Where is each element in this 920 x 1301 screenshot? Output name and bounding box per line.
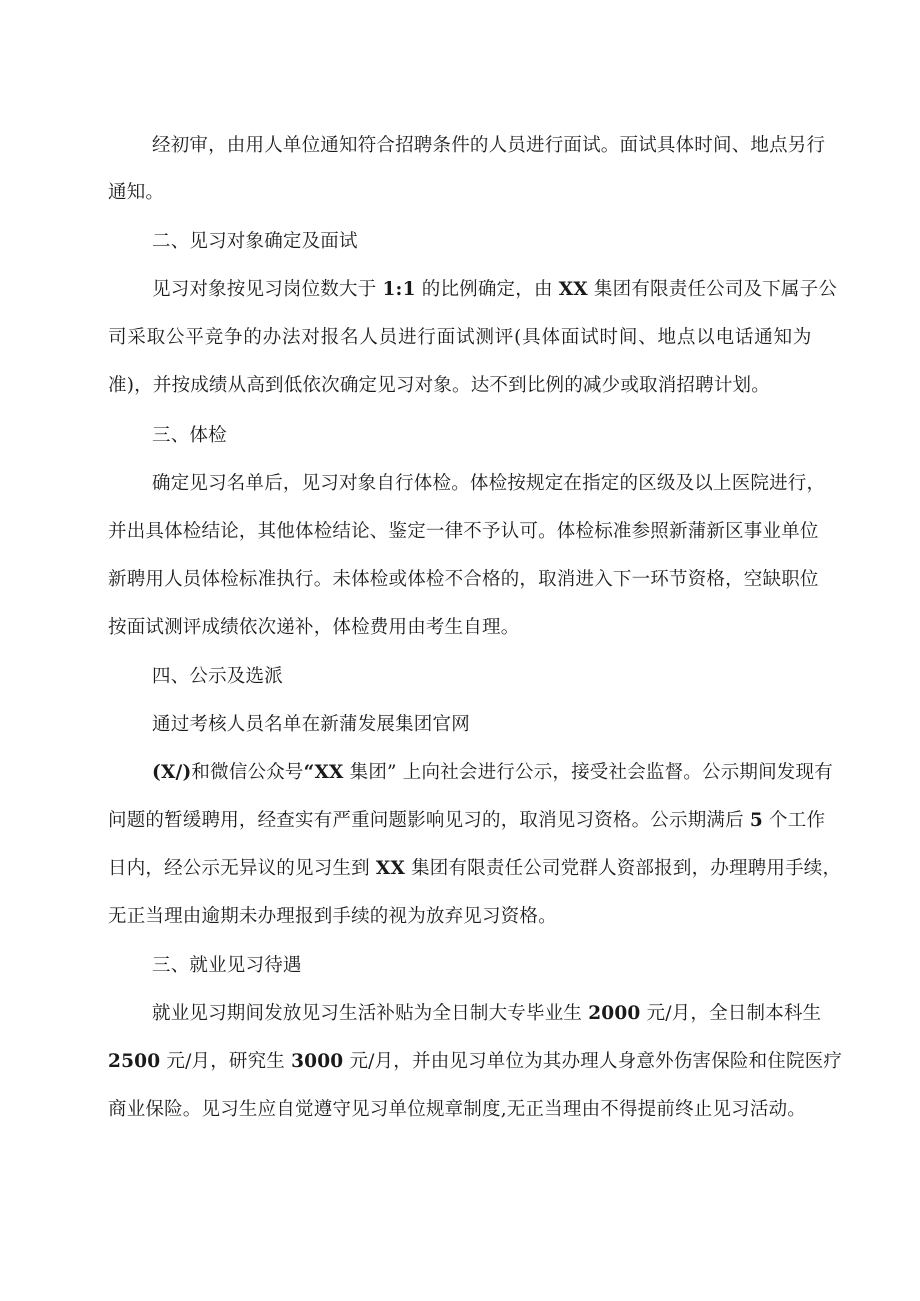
section-heading-trainee-selection: 二、见习对象确定及面试: [152, 231, 358, 252]
paragraph-benefits-cont: 2500 元/月，研究生 3000 元/月，并由见习单位为其办理人身意外伤害保险和住院医疗: [108, 1051, 843, 1072]
paragraph-medical-exam-cont: 按面试测评成绩依次递补，体检费用由考生自理。: [108, 617, 520, 638]
section-heading-medical-exam: 三、体检: [152, 425, 227, 446]
section-heading-publicity: 四、公示及选派: [152, 666, 283, 687]
paragraph-medical-exam: 确定见习名单后，见习对象自行体检。体检按规定在指定的区级及以上医院进行，: [152, 473, 826, 494]
paragraph-interview-notice: 经初审，由用人单位通知符合招聘条件的人员进行面试。面试具体时间、地点另行: [152, 135, 826, 156]
paragraph-selection-ratio-cont: 准)，并按成绩从高到低依次确定见习对象。达不到比例的减少或取消招聘计划。: [108, 375, 770, 396]
paragraph-selection-ratio: 见习对象按见习岗位数大于 1:1 的比例确定，由 XX 集团有限责任公司及下属子公: [152, 279, 838, 300]
paragraph-publicity-cont: 日内，经公示无异议的见习生到 XX 集团有限责任公司党群人资部报到，办理聘用手续，: [108, 858, 842, 879]
section-heading-trainee-benefits: 三、就业见习待遇: [152, 955, 302, 976]
paragraph-medical-exam-cont: 并出具体检结论，其他体检结论、鉴定一律不予认可。体检标准参照新蒲新区事业单位: [108, 521, 819, 542]
paragraph-interview-notice-cont: 通知。: [108, 182, 165, 203]
paragraph-benefits: 就业见习期间发放见习生活补贴为全日制大专毕业生 2000 元/月，全日制本科生: [152, 1003, 822, 1024]
paragraph-selection-ratio-cont: 司采取公平竞争的办法对报名人员进行面试测评(具体面试时间、地点以电话通知为: [108, 327, 813, 348]
paragraph-medical-exam-cont: 新聘用人员体检标准执行。未体检或体检不合格的，取消进入下一环节资格，空缺职位: [108, 569, 819, 590]
paragraph-publicity-cont: 问题的暂缓聘用，经查实有严重问题影响见习的，取消见习资格。公示期满后 5 个工作: [108, 810, 826, 831]
paragraph-publicity: 通过考核人员名单在新蒲发展集团官网: [152, 714, 470, 735]
paragraph-publicity-cont: (X/)和微信公众号“XX 集团” 上向社会进行公示，接受社会监督。公示期间发现有: [152, 762, 833, 783]
paragraph-publicity-cont: 无正当理由逾期未办理报到手续的视为放弃见习资格。: [108, 906, 557, 927]
paragraph-benefits-cont: 商业保险。见习生应自觉遵守见习单位规章制度,无正当理由不得提前终止见习活动。: [108, 1099, 806, 1120]
